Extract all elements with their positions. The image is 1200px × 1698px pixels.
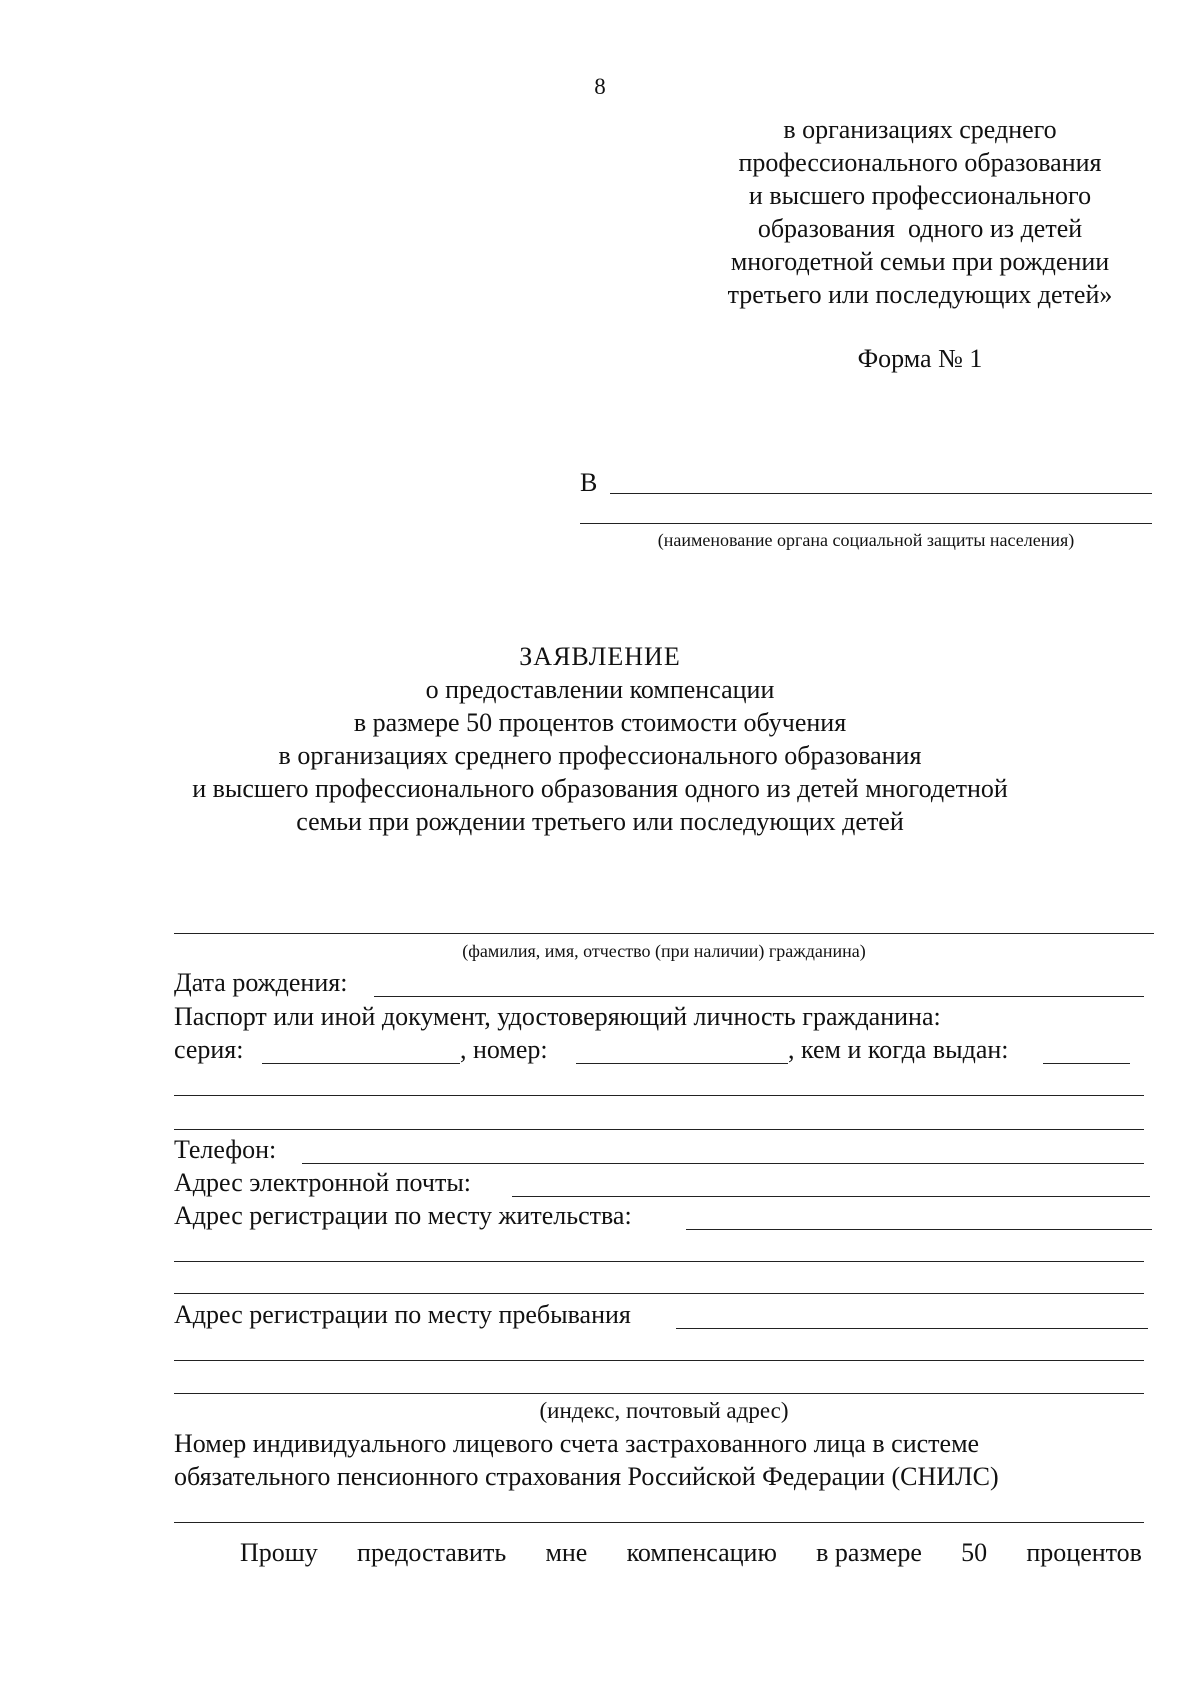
title-line: в размере 50 процентов стоимости обучения	[353, 708, 847, 737]
snils-label-line2: обязательного пенсионного страхования Российской Федерации (СНИЛС)	[174, 1462, 999, 1491]
snils-field[interactable]	[174, 1522, 1144, 1523]
phone-field[interactable]	[302, 1163, 1144, 1164]
stay-address-field-line3[interactable]	[174, 1393, 1144, 1394]
recipient-field-line2[interactable]	[580, 523, 1152, 524]
number-label: , номер:	[460, 1035, 548, 1064]
header-line: многодетной семьи при рождении	[730, 247, 1110, 276]
stay-address-field-line2[interactable]	[174, 1360, 1144, 1361]
request-paragraph	[240, 1538, 1142, 1568]
issued-by-field[interactable]	[1043, 1063, 1130, 1064]
request-word: предоставить	[357, 1538, 507, 1567]
header-line: в организациях среднего	[783, 115, 1057, 144]
residence-address-field-line3[interactable]	[174, 1293, 1144, 1294]
passport-label: Паспорт или иной документ, удостоверяющий личность гражданина:	[174, 1002, 941, 1031]
series-label: серия:	[174, 1035, 244, 1064]
issued-by-field-line2[interactable]	[174, 1095, 1144, 1096]
page-number: 8	[594, 74, 606, 99]
phone-label: Телефон:	[174, 1135, 277, 1164]
email-field[interactable]	[512, 1196, 1150, 1197]
title-line: о предоставлении компенсации	[425, 675, 775, 704]
header-block	[700, 113, 1140, 311]
form-label: Форма № 1	[857, 344, 983, 373]
request-word: процентов	[1026, 1538, 1142, 1567]
issued-by-label: , кем и когда выдан:	[788, 1035, 1009, 1064]
request-word: в размере	[816, 1538, 922, 1567]
header-line: и высшего профессионального	[748, 181, 1092, 210]
birth-date-field[interactable]	[374, 996, 1144, 997]
residence-address-label: Адрес регистрации по месту жительства:	[174, 1201, 632, 1230]
fio-field[interactable]	[174, 933, 1154, 934]
header-line: профессионального образования	[738, 148, 1102, 177]
request-word: мне	[545, 1538, 588, 1567]
title-line: семьи при рождении третьего или последующих детей	[296, 807, 904, 836]
birth-date-label: Дата рождения:	[174, 968, 348, 997]
issued-by-field-line3[interactable]	[174, 1129, 1144, 1130]
snils-label-line1: Номер индивидуального лицевого счета застрахованного лица в системе	[174, 1429, 980, 1458]
stay-address-field[interactable]	[676, 1328, 1148, 1329]
title-line: ЗАЯВЛЕНИЕ	[519, 642, 681, 671]
recipient-prefix: В	[580, 468, 598, 497]
series-field[interactable]	[262, 1063, 460, 1064]
residence-address-field-line2[interactable]	[174, 1261, 1144, 1262]
fio-caption: (фамилия, имя, отчество (при наличии) гражданина)	[462, 941, 866, 961]
title-line: в организациях среднего профессионального образования	[278, 741, 922, 770]
header-line: образования одного из детей	[757, 214, 1083, 243]
postal-caption: (индекс, почтовый адрес)	[539, 1398, 789, 1423]
recipient-field[interactable]	[610, 493, 1152, 494]
email-label: Адрес электронной почты:	[174, 1168, 472, 1197]
stay-address-label: Адрес регистрации по месту пребывания	[174, 1300, 631, 1329]
request-word: компенсацию	[626, 1538, 777, 1567]
title-line: и высшего профессионального образования одного из детей многодетной	[192, 774, 1008, 803]
request-word: 50	[961, 1538, 988, 1567]
document-title	[160, 640, 1040, 838]
number-field[interactable]	[576, 1063, 788, 1064]
request-word: Прошу	[240, 1538, 318, 1567]
residence-address-field[interactable]	[686, 1229, 1152, 1230]
header-line: третьего или последующих детей»	[727, 280, 1113, 309]
recipient-caption: (наименование органа социальной защиты населения)	[657, 530, 1075, 550]
